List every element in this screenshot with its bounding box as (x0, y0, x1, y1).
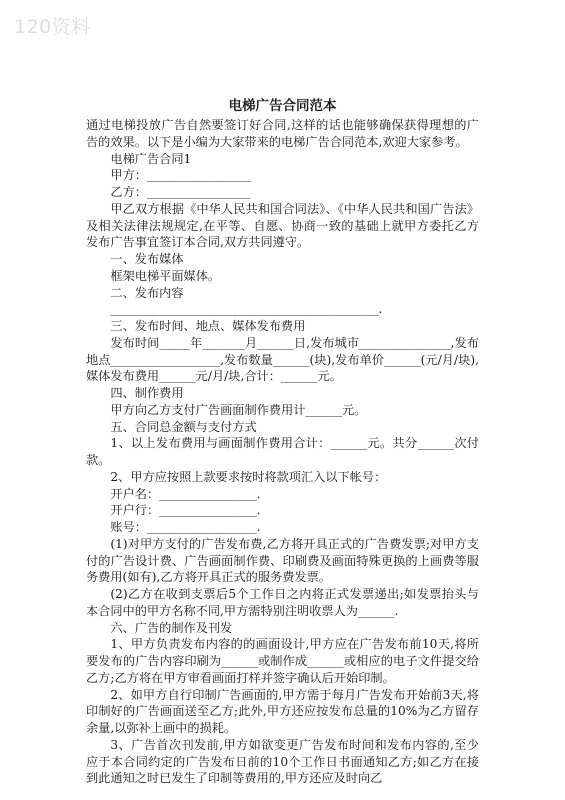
paragraph: 电梯广告合同1 (110, 151, 192, 166)
paragraph: 甲方：_________________ (110, 168, 251, 183)
paragraph: 发布时间_____年_______月______日,发布城市_______________,发布地点__________________,发布数量______(块),发布单价______(元/月/块),媒体发布费用______元/月/块,合计：______元。 (86, 335, 479, 384)
paragraph: 甲方向乙方支付广告画面制作费用计______元。 (110, 402, 367, 417)
paragraph: 1、以上发布费用与画面制作费用合计：______元。共分______次付款。 (86, 436, 479, 467)
paragraph: 六、广告的制作及刊发 (110, 620, 233, 635)
paragraph: 三、发布时间、地点、媒体发布费用 (110, 319, 306, 333)
paragraph: 2、如甲方自行印制广告画面的,甲方需于每月广告发布开始前3天,将印制好的广告画面送至乙方;此外,甲方还应按发布总量的10%为乙方留存余量,以弥补上画中的损耗。 (86, 687, 479, 735)
paragraph: 2、甲方应按照上款要求按时将款项汇入以下帐号： (110, 469, 387, 484)
paragraph: 四、制作费用 (110, 386, 184, 400)
paragraph: 五、合同总金额与支付方式 (110, 419, 257, 434)
paragraph: 甲乙双方根据《中华人民共和国合同法》、《中华人民共和国广告法》及相关法律法规规定,在平等、自愿、协商一致的基础上就甲方委托乙方发布广告事宜签订本合同,双方共同遵守。 (86, 201, 479, 250)
paragraph: 账号：__________________. (110, 520, 261, 534)
paragraph: 通过电梯投放广告自然要签订好合同,这样的话也能够确保获得理想的广告的效果。以下是小编为大家带来的电梯广告合同范本,欢迎大家参考。 (86, 118, 479, 149)
paragraph: 开户行：________________. (110, 503, 261, 518)
paragraph: (2)乙方在收到支票后5个工作日之内将正式发票递出;如发票抬头与本合同中的甲方名称不同,甲方需特别注明收票人为______. (86, 587, 479, 618)
paragraph: 框架电梯平面媒体。 (110, 268, 221, 283)
paragraph: 1、甲方负责发布内容的的画面设计,甲方应在广告发布前10天,将所要发布的广告内容印刷为______或制作成______或相应的电子文件提交给乙方;乙方将在甲方审看画面打样并签字确认后开始印制。 (86, 637, 479, 685)
document-body (86, 117, 479, 787)
paragraph: 二、发布内容 (110, 285, 184, 300)
paragraph: ____________________________________________. (110, 302, 383, 317)
paragraph: 开户名：________________. (110, 486, 261, 501)
paragraph: 一、发布媒体 (110, 252, 184, 266)
paragraph: (1)对甲方支付的广告发布费,乙方将开具正式的广告费发票;对甲方支付的广告设计费、广告画面制作费、印刷费及画面特殊更换的上画费等服务费用(如有),乙方将开具正式的服务费发票。 (86, 536, 479, 585)
watermark-logo: 120资料 (14, 16, 91, 38)
paragraph: 3、广告首次刊发前,甲方如欲变更广告发布时间和发布内容的,至少应于本合同约定的广告发布日前的10个工作日书面通知乙方;如乙方在接到此通知之时已发生了印制等费用的,甲方还应及时向乙 (86, 737, 479, 786)
paragraph: 乙方：_________________ (110, 185, 251, 199)
document-title: 电梯广告合同范本 (228, 98, 337, 114)
